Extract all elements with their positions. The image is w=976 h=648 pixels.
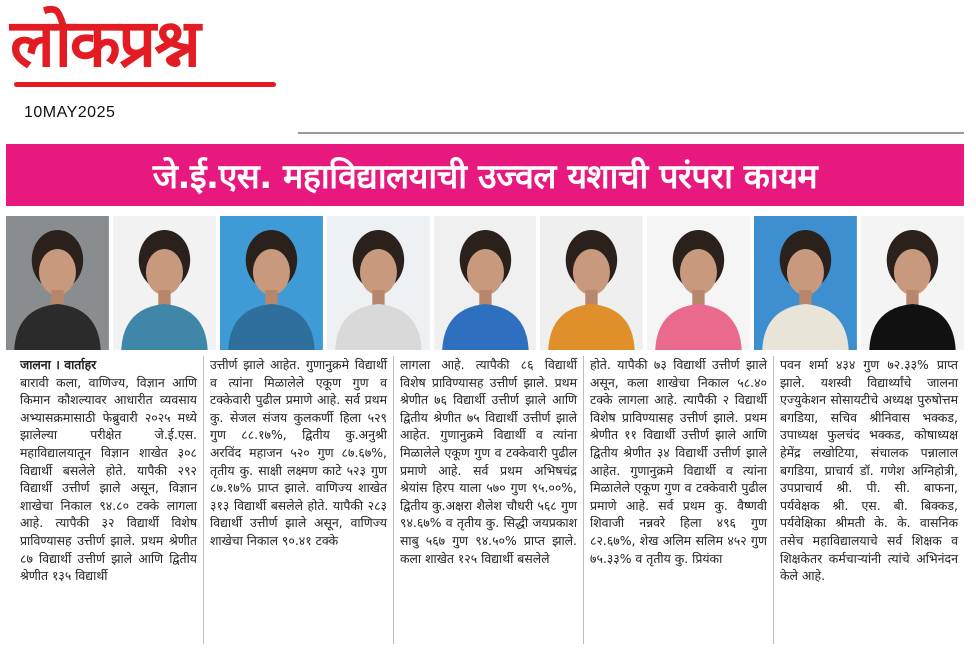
article-column-2 xyxy=(204,356,394,644)
portrait-figure xyxy=(754,216,857,350)
student-photo-strip xyxy=(6,216,964,350)
headline-banner xyxy=(6,144,964,206)
top-rule-divider xyxy=(298,132,964,134)
portrait-figure xyxy=(540,216,643,350)
student-photo-4 xyxy=(327,216,430,350)
edition-date: 10MAY2025 xyxy=(24,104,116,121)
portrait-figure xyxy=(647,216,750,350)
student-photo-2 xyxy=(113,216,216,350)
headline: जे.ई.एस. महाविद्यालयाची उज्वल यशाची परंपरा कायम xyxy=(152,157,818,197)
article-dateline: जालना । वार्ताहर xyxy=(20,357,97,372)
portrait-figure xyxy=(434,216,537,350)
portrait-figure xyxy=(220,216,323,350)
student-photo-9 xyxy=(861,216,964,350)
article-column-3 xyxy=(394,356,584,644)
portrait-figure xyxy=(6,216,109,350)
article-column-text: बारावी कला, वाणिज्य, विज्ञान आणि किमान कौशल्यावर आधारीत व्यवसाय अभ्यासक्रमासाठी फेब्रुवारी २०२५ मध्ये झालेल्या परीक्षेत जे.ई.एस. महाविद्यालयातून विज्ञान शाखेत ३०८ विद्यार्थी बसलेले होते. यापैकी २९२ विद्यार्थी उत्तीर्ण झाले असून, विज्ञान शाखेचा निकाल ९४.८० टक्के लागला आहे. त्यापैकी ३२ विद्यार्थी विशेष प्राविण्यासह उत्तीर्ण झाले. प्रथम श्रेणीत ८७ विद्यार्थी उत्तीर्ण झाले आणि द्वितीय श्रेणीत १३५ विद्यार्थी xyxy=(20,374,197,584)
student-photo-7 xyxy=(647,216,750,350)
masthead xyxy=(10,4,290,121)
portrait-figure xyxy=(327,216,430,350)
student-photo-6 xyxy=(540,216,643,350)
article-column-text: लागला आहे. त्यापैकी ८६ विद्यार्थी विशेष प्राविण्यासह उत्तीर्ण झाले. प्रथम श्रेणीत ७६ विद्यार्थी उत्तीर्ण झाले आणि द्वितीय श्रेणीत ७५ विद्यार्थी उत्तीर्ण झाले आहेत. गुणानुक्रमे विद्यार्थी व त्यांना मिळालेले एकूण गुण व टक्केवारी पुढील प्रमाणे आहे. सर्व प्रथम अभिषचंद्र श्रेयांस हिरप याला ५७० गुण ९५.००%, द्वितीय कु.अक्षरा शैलेश चौधरी ५६८ गुण ९४.६७% व तृतीय कु. सिद्धी जयप्रकाश साबु ५६७ गुण ९४.५०% प्राप्त झाले. कला शाखेत १२५ विद्यार्थी बसलेले xyxy=(400,357,577,566)
newspaper-logo: लोकप्रश्न xyxy=(10,5,199,82)
student-photo-5 xyxy=(434,216,537,350)
article-column-4 xyxy=(584,356,774,644)
portrait-figure xyxy=(861,216,964,350)
article-column-5 xyxy=(774,356,964,644)
article-column-text: उत्तीर्ण झाले आहेत. गुणानुक्रमे विद्यार्थी व त्यांना मिळालेले एकूण गुण व टक्केवारी पुढील प्रमाणे आहे. सर्व प्रथम कु. सेजल संजय कुलकर्णी हिला ५२९ गुण ८८.१७%, द्वितीय कु.अनुश्री अरविंद महाजन ५२० गुण ८७.६७%, तृतीय कु. साक्षी लक्ष्मण काटे ५२३ गुण ८७.१७% प्राप्त झाले. वाणिज्य शाखेत ३१३ विद्यार्थी बसलेले होते. यापैकी २८३ विद्यार्थी उत्तीर्ण झाले असून, वाणिज्य शाखेचा निकाल ९०.४१ टक्के xyxy=(210,357,387,548)
article-column-1 xyxy=(14,356,204,644)
portrait-figure xyxy=(113,216,216,350)
logo-underline xyxy=(14,82,276,87)
student-photo-1 xyxy=(6,216,109,350)
article-column-text: पवन शर्मा ४३४ गुण ७२.३३% प्राप्त झाले. यशस्वी विद्यार्थ्यांचे जालना एज्युकेशन सोसायटीचे अध्यक्ष पुरुषोत्तम बगडिया, सचिव श्रीनिवास भक्कड, उपाध्यक्ष फुलचंद भक्कड, कोषाध्यक्ष हेमेंद्र लखोटिया, संचालक पन्नालाल बगडिया, प्राचार्य डॉ. गणेश अग्निहोत्री, उपप्राचार्य श्री. पी. सी. बाफना, पर्यवेक्षक श्री. एस. बी. बिक्कड, पर्यवेक्षिका श्रीमती के. के. वासनिक तसेच महाविद्यालयाचे सर्व शिक्षक व शिक्षकेतर कर्मचाऱ्यांनी त्यांचे अभिनंदन केले आहे. xyxy=(780,357,958,584)
student-photo-3 xyxy=(220,216,323,350)
article-column-text: होते. यापैकी ७३ विद्यार्थी उत्तीर्ण झाले असून, कला शाखेचा निकाल ५८.४० टक्के लागला आहे. त्यापैकी २ विद्यार्थी विशेष प्राविण्यासह उत्तीर्ण झाले. प्रथम श्रेणीत ११ विद्यार्थी उत्तीर्ण झाले आणि द्वितीय श्रेणीत ३४ विद्यार्थी उत्तीर्ण झाले आहेत. गुणानुक्रमे विद्यार्थी व त्यांना मिळालेले एकूण गुण व टक्केवारी पुढील प्रमाणे आहे. सर्व प्रथम कु. वैष्णवी शिवाजी नन्नवरे हिला ४९६ गुण ८२.६७%, शेख अलिम सलिम ४५२ गुण ७५.३३% व तृतीय कु. प्रियंका xyxy=(590,357,767,566)
article-body xyxy=(14,356,966,644)
student-photo-8 xyxy=(754,216,857,350)
